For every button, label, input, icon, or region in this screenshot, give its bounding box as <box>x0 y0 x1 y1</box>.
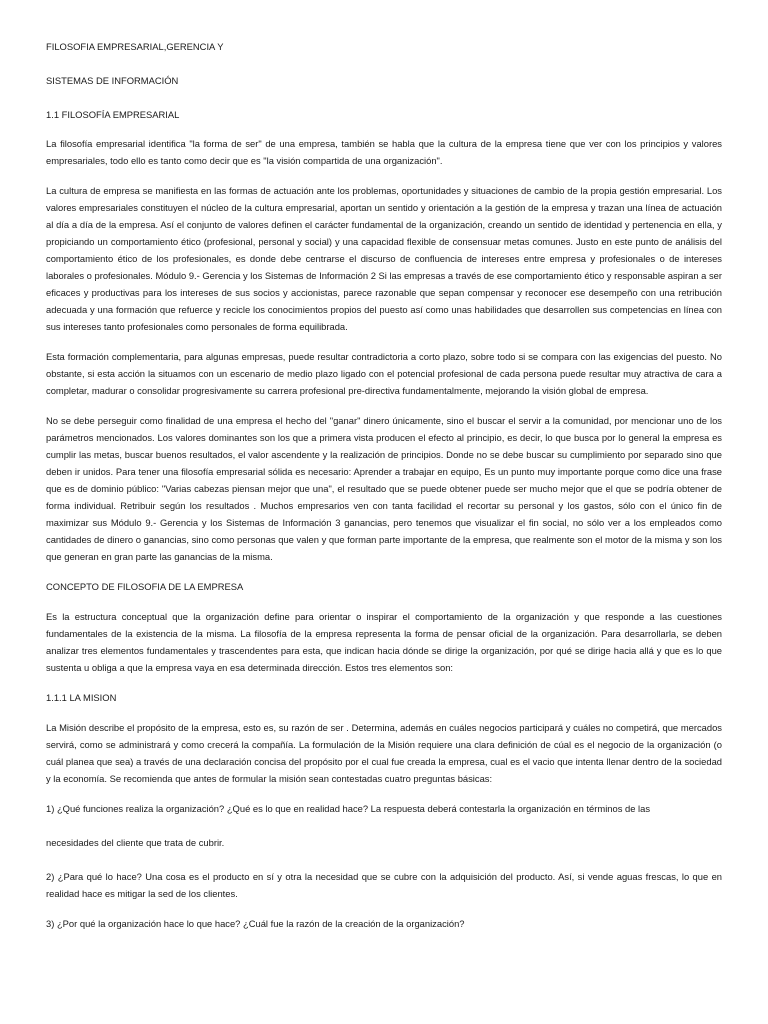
question-1-continuation: necesidades del cliente que trata de cubrir. <box>46 837 225 848</box>
document-title-line-1: FILOSOFIA EMPRESARIAL,GERENCIA Y <box>46 41 224 52</box>
section-heading-mision: 1.1.1 LA MISION <box>46 692 117 703</box>
document-title-line-2: SISTEMAS DE INFORMACIÓN <box>46 75 179 86</box>
question-1: 1) ¿Qué funciones realiza la organización? ¿Qué es lo que en realidad hace? La respuesta deberá contestarla la organización en términos de las <box>46 803 651 814</box>
paragraph-6: La Misión describe el propósito de la empresa, esto es, su razón de ser . Determina, además en cuáles negocios participará y cuáles no competirá, que mercados servirá, como se administrará y como crecerá la compañía. La formulación de la Misión requiere una clara definición de cúal es el negocio de la organización (o cuál planea que sea) a través de una declaración concisa del propósito por el cual fue creada la empresa, cual es el vacio que intenta llenar dentro de la sociedad y la economía. Se recomienda que antes de formular la misión sean contestadas cuatro preguntas básicas: <box>46 722 722 784</box>
paragraph-1: La filosofía empresarial identifica "la forma de ser" de una empresa, también se habla que la cultura de la empresa tiene que ver con los principios y valores empresariales, todo ello es tanto como decir que es "la visión compartida de una organización". <box>46 138 722 166</box>
section-heading-concepto: CONCEPTO DE FILOSOFIA DE LA EMPRESA <box>46 581 244 592</box>
paragraph-2: La cultura de empresa se manifiesta en las formas de actuación ante los problemas, oportunidades y situaciones de cambio de la propia gestión empresarial. Los valores empresariales constituyen el núcleo de la cultura empresarial, aportan un sentido y orientación a la gestión de la empresa y trazan una línea de actuación al día a día de la empresa. Así el conjunto de valores definen el carácter fundamental de la organización, creando un sentido de identidad y pertenencia en ella, y propiciando un comportamiento ético (profesional, personal y social) y una capacidad flexible de consensuar metas comunes. Justo en este punto de análisis del comportamiento ético de los profesionales, es donde debe centrarse el discurso de confluencia de intereses entre empresa y profesionales o de intereses laborales o profesionales. Módulo 9.- Gerencia y los Sistemas de Información 2 Si las empresas a través de ese comportamiento ético y responsable aspiran a ser eficaces y productivas para los intereses de sus socios y accionistas, parece razonable que sepan compensar y reconocer ese desempeño con una retribución adecuada y una formación que refuerce y recicle los conocimientos propios del puesto así como unas habilidades que desarrollen sus competencias en línea con sus intereses tanto profesionales como personales de forma equilibrada. <box>46 185 722 332</box>
paragraph-3: Esta formación complementaria, para algunas empresas, puede resultar contradictoria a corto plazo, sobre todo si se compara con las exigencias del puesto. No obstante, si esta acción la situamos con un escenario de medio plazo ligado con el potencial profesional de cada persona puede resultar muy atractiva de cara a completar, madurar o consolidar progresivamente su carrera profesional pre-directiva fundamentalmente, mejorando la visión global de empresa. <box>46 351 722 396</box>
section-heading-filosofia-empresarial: 1.1 FILOSOFÍA EMPRESARIAL <box>46 109 180 120</box>
paragraph-5: Es la estructura conceptual que la organización define para orientar o inspirar el comportamiento de la organización y que responde a las cuestiones fundamentales de la existencia de la misma. La filosofía de la empresa representa la forma de pensar oficial de la organización. Para desarrollarla, se deben analizar tres elementos fundamentales y trascendentes para esta, que indican hacia dónde se dirige la organización, por qué se dirige hacia allá y que es lo que sustenta u obliga a que la empresa vaya en esa determinada dirección. Estos tres elementos son: <box>46 611 722 673</box>
question-3: 3) ¿Por qué la organización hace lo que hace? ¿Cuál fue la razón de la creación de la organización? <box>46 918 465 929</box>
question-2: 2) ¿Para qué lo hace? Una cosa es el producto en sí y otra la necesidad que se cubre con la adquisición del producto. Así, si vende aguas frescas, lo que en realidad hace es mitigar la sed de los clientes. <box>46 871 722 899</box>
paragraph-4: No se debe perseguir como finalidad de una empresa el hecho del "ganar" dinero únicamente, sino el buscar el servir a la comunidad, por mencionar uno de los parámetros mencionados. Los valores dominantes son los que a primera vista producen el efecto al principio, es decir, lo que busca por lo general la empresa es cumplir las metas, buscar buenos resultados, el valor ascendente y la realización de principios. Donde no se debe buscar su cumplimiento por separado sino que deben ir unidos. Para tener una filosofía empresarial sólida es necesario: Aprender a trabajar en equipo, Es un punto muy importante porque como dice una frase que es de dominio público: "Varias cabezas piensan mejor que una", el resultado que se puede obtener puede ser mucho mejor que el que se podría obtener de forma individual. Retribuir según los resultados . Muchos empresarios ven con tanta facilidad el recortar su personal y los gastos, sólo con el único fin de maximizar sus Módulo 9.- Gerencia y los Sistemas de Información 3 ganancias, pero tenemos que visualizar el fin social, no sólo ver a los empleados como cantidades de dinero o ganancias, sino como personas que valen y que forman parte importante de la empresa, que realmente son el motor de la misma y son los que generan en gran parte las ganancias de la misma. <box>46 415 722 562</box>
